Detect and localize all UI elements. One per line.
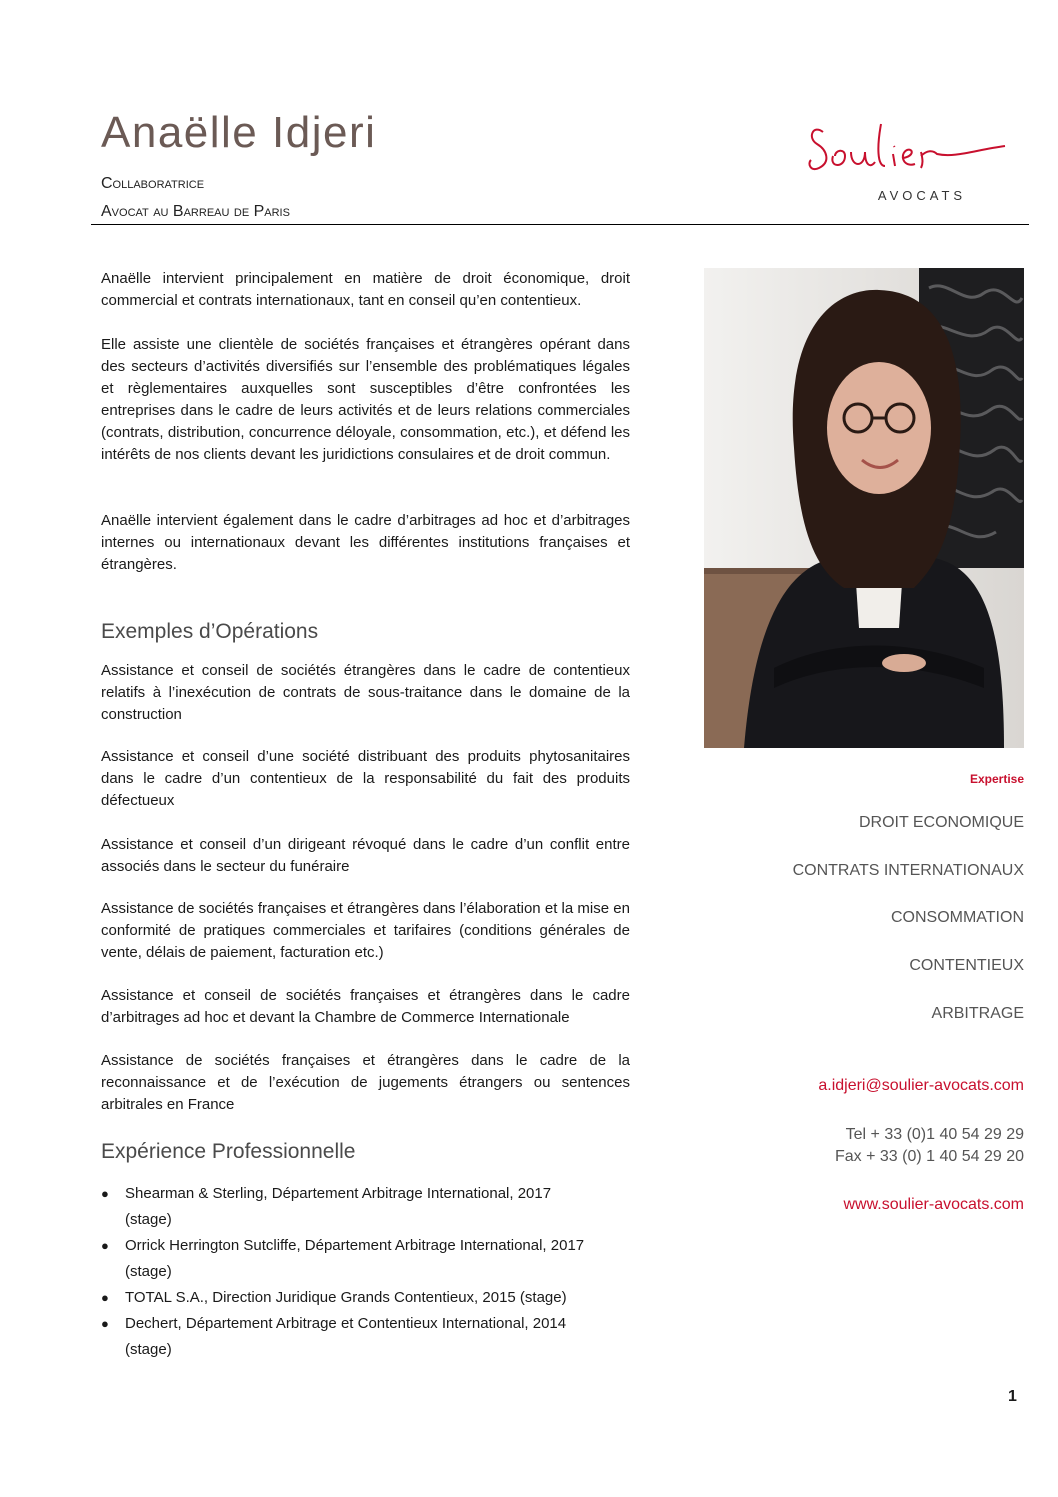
expertise-item: ARBITRAGE bbox=[931, 1005, 1024, 1022]
operation-item: Assistance et conseil d’une société distribuant des produits phytosanitaires dans le cadre d’un contentieux de la responsabilité du fait des produits défectueux bbox=[101, 748, 630, 809]
bar-admission: Avocat au Barreau de Paris bbox=[101, 203, 290, 220]
bullet-icon: ● bbox=[101, 1290, 109, 1305]
experience-item: ● Shearman & Sterling, Département Arbitrage International, 2017 (stage) bbox=[101, 1181, 631, 1233]
bio-paragraph: Anaëlle intervient également dans le cadre d’arbitrages ad hoc et d’arbitrages internes ou internationaux devant les différentes institutions françaises et étrangères. bbox=[101, 512, 630, 573]
operation-item: Assistance et conseil d’un dirigeant révoqué dans le cadre d’un conflit entre associés dans le secteur du funéraire bbox=[101, 836, 630, 875]
logo-subtitle: AVOCATS bbox=[877, 188, 967, 203]
role-title: Collaboratrice bbox=[101, 175, 205, 192]
operation-item: Assistance et conseil de sociétés françaises et étrangères dans le cadre d’arbitrages ad hoc et devant la Chambre de Commerce Internationale bbox=[101, 987, 630, 1026]
experience-heading: Expérience Professionnelle bbox=[101, 1140, 356, 1163]
page-number: 1 bbox=[1008, 1388, 1017, 1405]
email-link[interactable]: a.idjeri@soulier-avocats.com bbox=[818, 1077, 1024, 1094]
website-link[interactable]: www.soulier-avocats.com bbox=[843, 1196, 1024, 1213]
operation-item: Assistance de sociétés françaises et étrangères dans le cadre de la reconnaissance et de l’exécution de jugements étrangers ou sentences arbitrales en France bbox=[101, 1052, 630, 1113]
bullet-icon: ● bbox=[101, 1238, 109, 1253]
phone-number: Tel + 33 (0)1 40 54 29 29 bbox=[845, 1126, 1024, 1143]
operations-heading: Exemples d’Opérations bbox=[101, 620, 319, 643]
fax-number: Fax + 33 (0) 1 40 54 29 20 bbox=[834, 1148, 1024, 1165]
experience-list bbox=[101, 1181, 631, 1363]
portrait-photo bbox=[704, 268, 1024, 748]
expertise-item: CONTRATS INTERNATIONAUX bbox=[792, 862, 1024, 879]
experience-item: ● Dechert, Département Arbitrage et Contentieux International, 2014 (stage) bbox=[101, 1311, 631, 1363]
expertise-item: CONTENTIEUX bbox=[909, 957, 1024, 974]
operation-item: Assistance et conseil de sociétés étrangères dans le cadre de contentieux relatifs à l’inexécution de contrats de sous-traitance dans le domaine de la construction bbox=[101, 662, 630, 723]
expertise-heading: Expertise bbox=[969, 772, 1024, 786]
bullet-icon: ● bbox=[101, 1316, 109, 1331]
bio-paragraph: Anaëlle intervient principalement en matière de droit économique, droit commercial et contrats internationaux, tant en conseil qu’en contentieux. bbox=[101, 270, 630, 309]
bio-paragraph: Elle assiste une clientèle de sociétés françaises et étrangères opérant dans des secteurs d’activités diversifiés sur l’ensemble des problématiques légales et règlementaires auxquelles sont susceptibles d’être confrontées les entreprises dans le cadre de leurs activités et de leurs relations commerciales (contrats, distribution, concurrence déloyale, consommation, etc.), et défend les intérêts de nos clients devant les juridictions consulaires et de droit commun. bbox=[101, 336, 630, 463]
bullet-icon: ● bbox=[101, 1186, 109, 1201]
experience-item: ● TOTAL S.A., Direction Juridique Grands Contentieux, 2015 (stage) bbox=[101, 1285, 631, 1311]
operation-item: Assistance de sociétés françaises et étrangères dans l’élaboration et la mise en conformité de pratiques commerciales et tarifaires (conditions générales de vente, délais de paiement, facturation etc.) bbox=[101, 900, 630, 961]
expertise-item: CONSOMMATION bbox=[890, 909, 1024, 926]
header-divider bbox=[91, 224, 1029, 225]
person-name: Anaëlle Idjeri bbox=[101, 108, 377, 157]
expertise-item: DROIT ECONOMIQUE bbox=[858, 814, 1024, 831]
experience-item: ● Orrick Herrington Sutcliffe, Département Arbitrage International, 2017 (stage) bbox=[101, 1233, 631, 1285]
